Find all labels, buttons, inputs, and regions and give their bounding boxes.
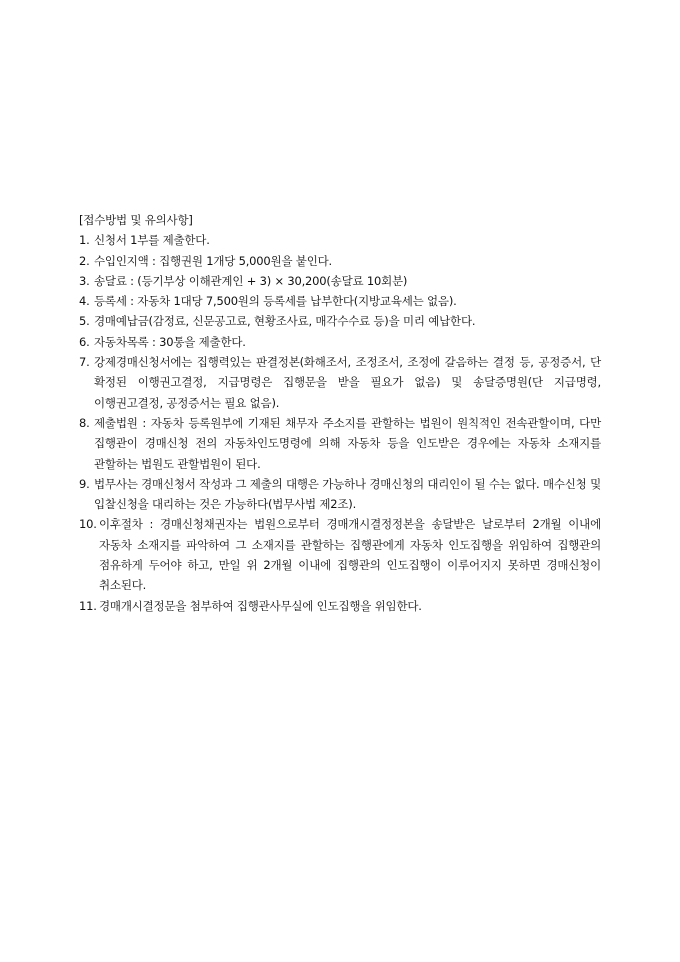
item-number: 9. bbox=[79, 476, 90, 491]
item-text: 수입인지액 : 집행권원 1개당 5,000원을 붙인다. bbox=[94, 253, 332, 268]
list-item bbox=[79, 514, 601, 595]
item-text: 법무사는 경매신청서 작성과 그 제출의 대행은 가능하나 경매신청의 대리인이 될 수는 없다. 매수신청 및 입찰신청을 대리하는 것은 가능하다(법무사법 제2조). bbox=[94, 476, 601, 512]
item-text: 이후절차 : 경매신청채권자는 법원으로부터 경매개시결정정본을 송달받은 날로부터 2개월 이내에 자동차 소재지를 파악하여 그 소재지를 관할하는 집행관에게 자동차 인도집행을 위임하여 집행관의 점유하게 두어야 하고, 만일 위 2개월 이내에 집행관의 인도집행이 이루어지지 못하면 경매신청이 취소된다. bbox=[99, 517, 601, 593]
item-number: 1. bbox=[79, 233, 90, 248]
item-text: 경매예납금(감정료, 신문공고료, 현황조사료, 매각수수료 등)을 미리 예납한다. bbox=[94, 314, 476, 329]
item-text: 송달료 : (등기부상 이해관계인 + 3) × 30,200(송달료 10회분) bbox=[94, 273, 408, 288]
list-item bbox=[79, 251, 601, 271]
item-number: 6. bbox=[79, 334, 90, 349]
list-item bbox=[79, 474, 601, 515]
list-item bbox=[79, 271, 601, 291]
item-number: 10. bbox=[79, 517, 97, 532]
item-number: 4. bbox=[79, 294, 90, 309]
list-item bbox=[79, 230, 601, 250]
list-item bbox=[79, 596, 601, 616]
list-item bbox=[79, 352, 601, 413]
item-number: 7. bbox=[79, 355, 90, 370]
list-item bbox=[79, 332, 601, 352]
item-text: 제출법원 : 자동차 등록원부에 기재된 채무자 주소지를 관할하는 법원이 원칙적인 전속관할이며, 다만 집행관이 경매신청 전의 자동차인도명령에 의해 자동차 등을 인도받은 경우에는 자동차 소재지를 관할하는 법원도 관할법원이 된다. bbox=[94, 415, 601, 471]
item-text: 신청서 1부를 제출한다. bbox=[94, 233, 210, 248]
item-number: 3. bbox=[79, 273, 90, 288]
item-number: 2. bbox=[79, 253, 90, 268]
item-number: 8. bbox=[79, 415, 90, 430]
item-text: 강제경매신청서에는 집행력있는 판결정본(화해조서, 조정조서, 조정에 갈음하는 결정 등, 공정증서, 단 확정된 이행권고결정, 지급명령은 집행문을 받을 필요가 없음) 및 송달증명원(단 지급명령, 이행권고결정, 공정증서는 필요 없음). bbox=[94, 355, 601, 410]
item-text: 등록세 : 자동차 1대당 7,500원의 등록세를 납부한다(지방교육세는 없음). bbox=[94, 294, 457, 309]
item-text: 경매개시결정문을 첨부하여 집행관사무실에 인도집행을 위임한다. bbox=[99, 598, 422, 613]
notes-list bbox=[79, 230, 601, 616]
list-item bbox=[79, 311, 601, 331]
list-item bbox=[79, 413, 601, 474]
notes-section bbox=[79, 210, 601, 616]
item-text: 자동차목록 : 30통을 제출한다. bbox=[94, 334, 246, 349]
item-number: 11. bbox=[79, 598, 97, 613]
list-item bbox=[79, 291, 601, 311]
item-number: 5. bbox=[79, 314, 90, 329]
section-heading: [접수방법 및 유의사항] bbox=[79, 213, 193, 227]
